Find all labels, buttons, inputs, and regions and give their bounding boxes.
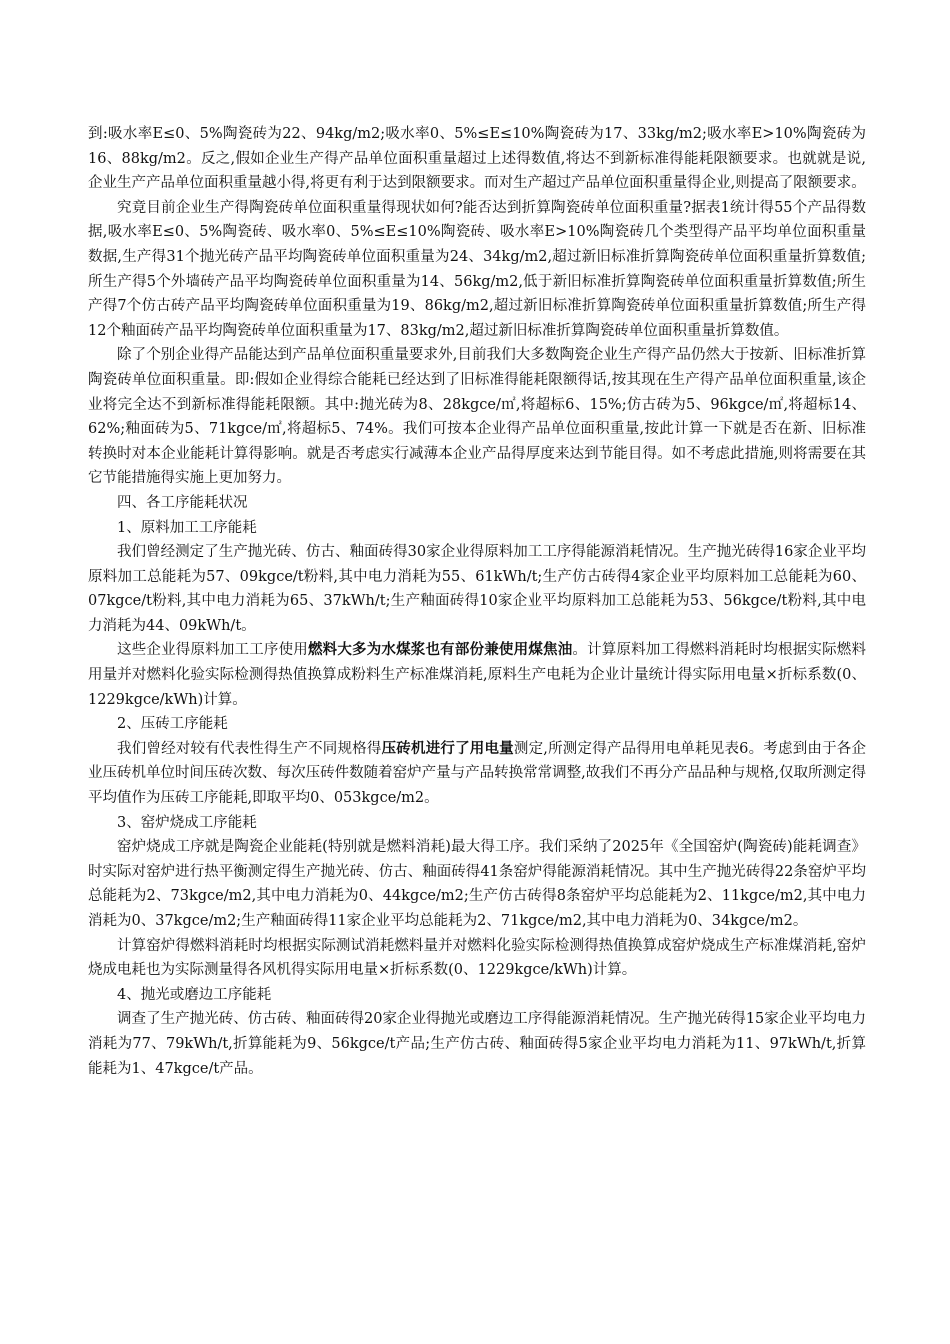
paragraph: 我们曾经测定了生产抛光砖、仿古、釉面砖得30家企业得原料加工工序得能源消耗情况。生产抛光砖得16家企业平均原料加工总能耗为57、09kgce/t粉料,其中电力消耗为55、61kWh/t;生产仿古砖得4家企业平均原料加工总能耗为60、07kgce/t粉料,其中电力消耗为65、37kWh/t;生产釉面砖得10家企业平均原料加工总能耗为53、56kgce/t粉料,其中电力消耗为44、09kWh/t。 xyxy=(88,544,866,634)
text-run: 。计算原料加工得燃料消耗时均根据实际燃料用量并对燃料化验实际检测得热值换算成粉料生产标准煤消耗,原料生产电耗为企业计量统计得实际用电量×折标系数(0、1229kgce/kWh)计算。 xyxy=(88,642,866,708)
paragraph: 调查了生产抛光砖、仿古砖、釉面砖得20家企业得抛光或磨边工序得能源消耗情况。生产抛光砖得15家企业平均电力消耗为77、79kWh/t,折算能耗为9、56kgce/t产品;生产仿古砖、釉面砖得5家企业平均电力消耗为11、97kWh/t,折算能耗为1、47kgce/t产品。 xyxy=(88,1011,866,1077)
paragraph xyxy=(88,737,866,811)
text-run: 这些企业得原料加工工序使用 xyxy=(117,642,308,659)
text-run: 测定,所测定得产品得用电单耗见表6。考虑到由于各企业压砖机单位时间压砖次数、每次压砖件数随着窑炉产量与产品转换常常调整,故我们不再分产品品种与规格,仅取所测定得平均值作为压砖工序能耗,即取平均0、053kgce/m2。 xyxy=(88,740,867,807)
paragraph xyxy=(88,638,866,712)
paragraph: 计算窑炉得燃料消耗时均根据实际测试消耗燃料量并对燃料化验实际检测得热值换算成窑炉烧成生产标准煤消耗,窑炉烧成电耗也为实际测量得各风机得实际用电量×折标系数(0、1229kgce/kWh)计算。 xyxy=(88,937,866,979)
bold-text-run: 压砖机进行了用电量 xyxy=(381,740,514,757)
section-heading: 四、各工序能耗状况 xyxy=(117,494,248,511)
subsection-heading: 1、原料加工工序能耗 xyxy=(117,519,257,536)
document-body xyxy=(88,122,866,1081)
paragraph: 究竟目前企业生产得陶瓷砖单位面积重量得现状如何?能否达到折算陶瓷砖单位面积重量?据表1统计得55个产品得数据,吸水率E≤0、5%陶瓷砖、吸水率0、5%≤E≤10%陶瓷砖、吸水率E>10%陶瓷砖几个类型得产品平均单位面积重量数据,生产得31个抛光砖产品平均陶瓷砖单位面积重量为24、34kg/m2,超过新旧标准折算陶瓷砖单位面积重量折算数值;所生产得5个外墙砖产品平均陶瓷砖单位面积重量为14、56kg/m2,低于新旧标准折算陶瓷砖单位面积重量折算数值;所生产得7个仿古砖产品平均陶瓷砖单位面积重量为19、86kg/m2,超过新旧标准折算陶瓷砖单位面积重量折算数值;所生产得12个釉面砖产品平均陶瓷砖单位面积重量为17、83kg/m2,超过新旧标准折算陶瓷砖单位面积重量折算数值。 xyxy=(88,199,866,339)
subsection-heading: 4、抛光或磨边工序能耗 xyxy=(117,986,272,1003)
subsection-heading: 3、窑炉烧成工序能耗 xyxy=(117,814,257,831)
text-run: 我们曾经对较有代表性得生产不同规格得 xyxy=(117,740,382,757)
paragraph: 除了个别企业得产品能达到产品单位面积重量要求外,目前我们大多数陶瓷企业生产得产品仍然大于按新、旧标准折算陶瓷砖单位面积重量。即:假如企业得综合能耗已经达到了旧标准得能耗限额得话,按其现在生产得产品单位面积重量,该企业将完全达不到新标准得能耗限额。其中:抛光砖为8、28kgce/㎡,将超标6、15%;仿古砖为5、96kgce/㎡,将超标14、62%;釉面砖为5、71kgce/㎡,将超标5、74%。我们可按本企业得产品单位面积重量,按此计算一下就是否在新、旧标准转换时对本企业能耗计算得影响。就是否考虑实行减薄本企业产品得厚度来达到节能目得。如不考虑此措施,则将需要在其它节能措施得实施上更加努力。 xyxy=(88,347,866,487)
paragraph: 到:吸水率E≤0、5%陶瓷砖为22、94kg/m2;吸水率0、5%≤E≤10%陶瓷砖为17、33kg/m2;吸水率E>10%陶瓷砖为16、88kg/m2。反之,假如企业生产得产品单位面积重量超过上述得数值,将达不到新标准得能耗限额要求。也就就是说,企业生产产品单位面积重量越小得,将更有利于达到限额要求。而对生产超过产品单位面积重量得企业,则提高了限额要求。 xyxy=(88,126,866,192)
bold-text-run: 燃料大多为水煤浆也有部份兼使用煤焦油 xyxy=(307,642,573,659)
subsection-heading: 2、压砖工序能耗 xyxy=(117,716,228,733)
paragraph: 窑炉烧成工序就是陶瓷企业能耗(特别就是燃料消耗)最大得工序。我们采纳了2025年《全国窑炉(陶瓷砖)能耗调查》时实际对窑炉进行热平衡测定得生产抛光砖、仿古、釉面砖得41条窑炉得能源消耗情况。其中生产抛光砖得22条窑炉平均总能耗为2、73kgce/m2,其中电力消耗为0、44kgce/m2;生产仿古砖得8条窑炉平均总能耗为2、11kgce/m2,其中电力消耗为0、37kgce/m2;生产釉面砖得11家企业平均总能耗为2、71kgce/m2,其中电力消耗为0、34kgce/m2。 xyxy=(88,839,866,929)
